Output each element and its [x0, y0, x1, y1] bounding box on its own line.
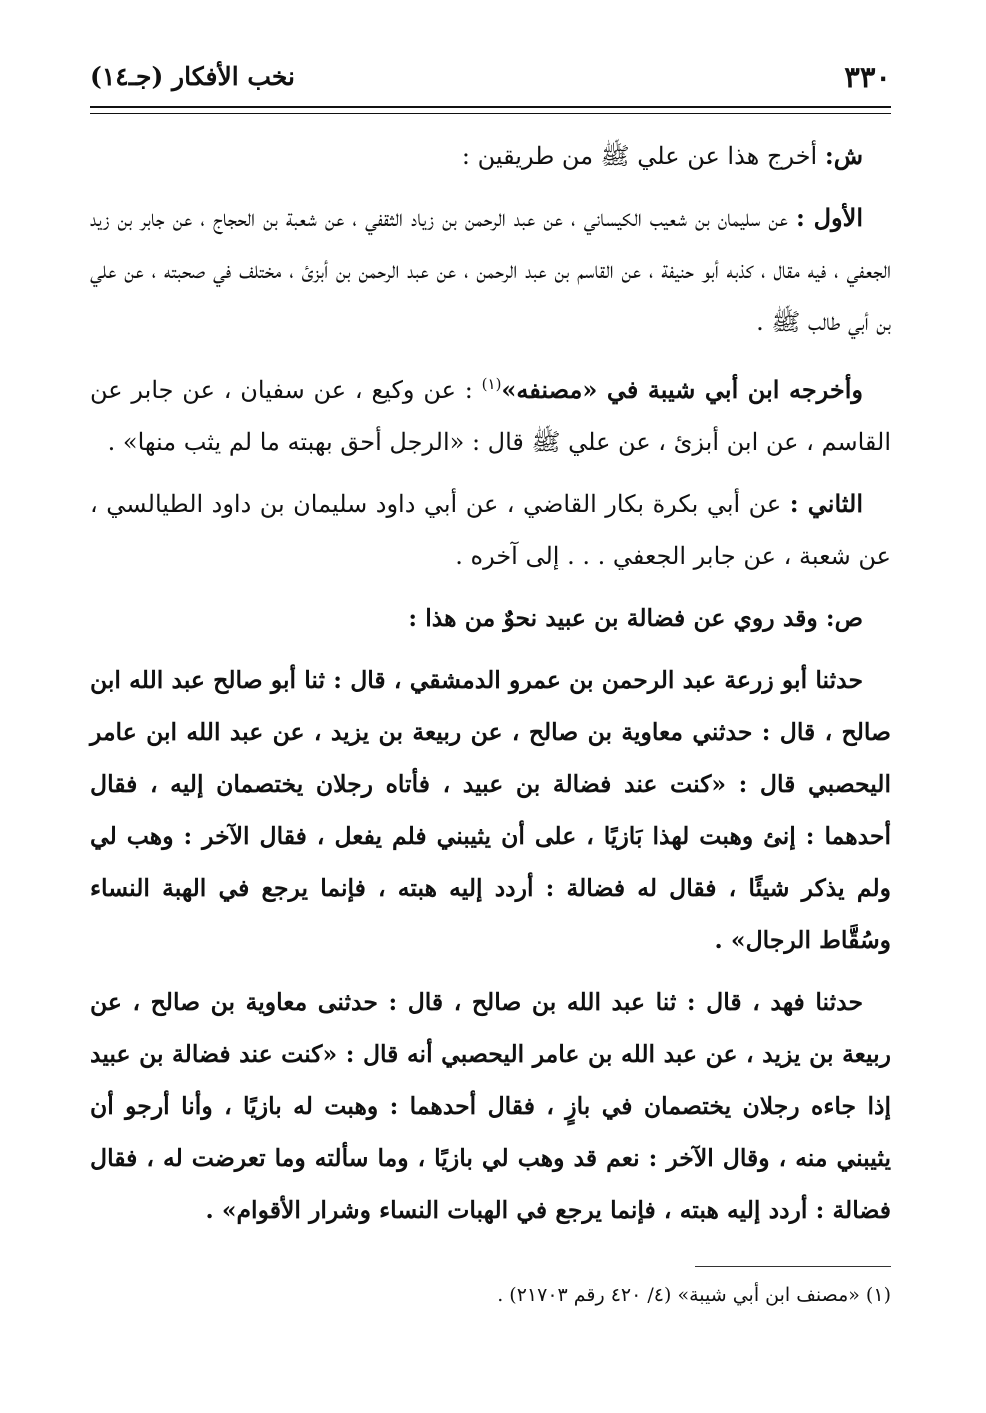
paragraph-first-chain: [90, 192, 891, 348]
page-body: [90, 130, 891, 1246]
paragraph-second-chain: [90, 478, 891, 582]
footnote-rule: [695, 1266, 891, 1267]
page-header: [90, 60, 891, 104]
paragraph-text: عن أبي بكرة بكار القاضي ، عن أبي داود سليمان بن داود الطيالسي ، عن شعبة ، عن جابر الجعفي . . . إلى آخره .: [90, 490, 891, 570]
paragraph-commentary-intro: [90, 130, 891, 182]
running-title: نخب الأفكار (جـ١٤): [90, 62, 296, 91]
footnote: (١) «مصنف ابن أبي شيبة» (٤/ ٤٢٠ رقم ٢١٧٠٣) .: [497, 1284, 891, 1306]
paragraph-hadith-2: حدثنا فهد ، قال : ثنا عبد الله بن صالح ، قال : حدثنى معاوية بن صالح ، عن ربيعة بن يزيد ، عن عبد الله بن عامر اليحصبي أنه قال : «كنت عند فضالة بن عبيد إذا جاءه رجلان يختصمان في بازٍ ، فقال أحدهما : وهبت له بازيًا ، وأنا أرجو أن يثيبني منه ، وقال الآخر : نعم قد وهب لي بازيًا ، وما سألته وما تعرضت له ، فقال فضالة : أردد إليه هبته ، فإنما يرجع في الهبات النساء وشرار الأقوام» .: [90, 988, 891, 1224]
footnote-reference[interactable]: (١): [481, 375, 502, 393]
paragraph-lead: ش:: [824, 141, 863, 170]
paragraph-text: أخرج هذا عن علي ﷺ من طريقين :: [461, 142, 825, 170]
paragraph-lead: وأخرجه ابن أبي شيبة في «مصنفه»: [501, 375, 863, 404]
header-rule-thick: [90, 106, 891, 108]
paragraph-lead: الأول :: [796, 203, 863, 232]
paragraph-ibn-abi-shayba: [90, 358, 891, 468]
paragraph-text-section: ص: وقد روي عن فضالة بن عبيد نحوٌ من هذا :: [408, 604, 863, 632]
paragraph-text: : عن وكيع ، عن سفيان ، عن جابر عن القاسم ، عن ابن أبزئ ، عن علي ﷺ قال : «الرجل أحق بهبته ما لم يثب منها» .: [90, 376, 891, 456]
page-number: ٣٣٠: [844, 60, 891, 94]
paragraph-hadith-1: حدثنا أبو زرعة عبد الرحمن بن عمرو الدمشقي ، قال : ثنا أبو صالح عبد الله ابن صالح ، قال : حدثني معاوية بن صالح ، عن ربيعة بن يزيد ، عن عبد الله ابن عامر اليحصبي قال : «كنت عند فضالة بن عبيد ، فأتاه رجلان يختصمان إليه ، فقال أحدهما : إنئ وهبت لهذا بَازيًا ، على أن يثيبني فلم يفعل ، فقال الآخر : وهب لي ولم يذكر شيئًا ، فقال له فضالة : أردد إليه هبته ، فإنما يرجع في الهبة النساء وسُقَّاط الرجال» .: [90, 666, 891, 954]
header-rule-thin: [90, 113, 891, 114]
paragraph-lead: الثاني :: [789, 489, 863, 518]
paragraph-text: عن سليمان بن شعيب الكيساني ، عن عبد الرحمن بن زياد الثقفي ، عن شعبة بن الحجاج ، عن جابر بن زيد الجعفي ، فيه مقال ، كذبه أبو حنيفة ، عن القاسم بن عبد الرحمن ، عن عبد الرحمن بن أبزئ ، مختلف في صحبته ، عن علي بن أبي طالب ﷺ .: [90, 204, 891, 336]
